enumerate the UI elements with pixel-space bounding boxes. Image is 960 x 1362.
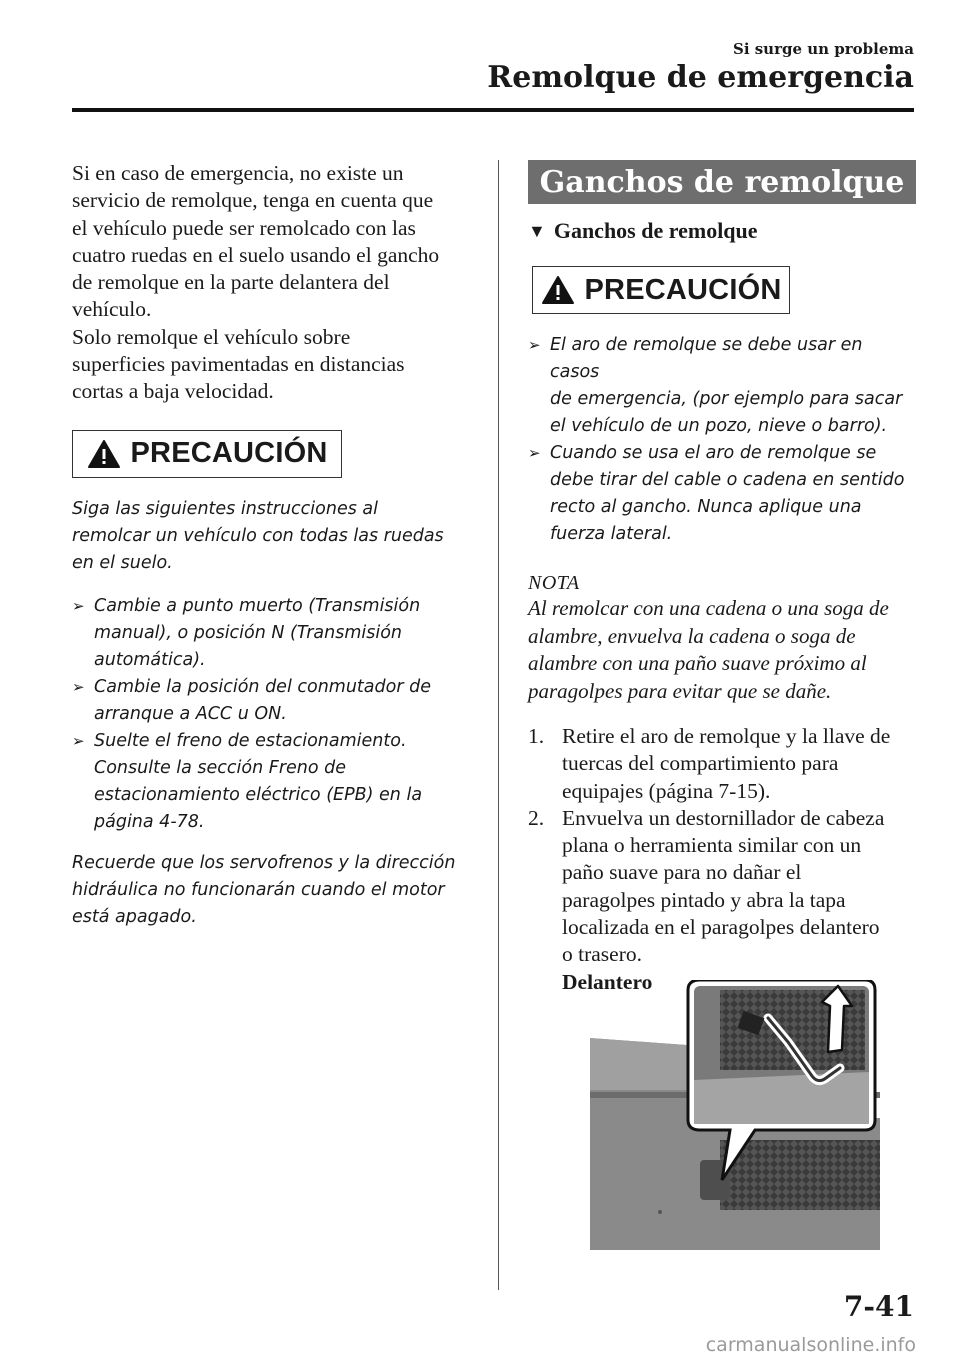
text-line: tuercas del compartimiento para xyxy=(562,751,839,776)
subsection-heading-text: Ganchos de remolque xyxy=(553,218,758,243)
text-line: en el suelo. xyxy=(72,552,173,573)
text-line: paragolpes pintado y abra la tapa xyxy=(562,887,846,912)
text-line: de remolque en la parte delantera del xyxy=(72,270,390,295)
text-line: recto al gancho. Nunca aplique una xyxy=(550,497,862,517)
arrow-bullet-icon: ➢ xyxy=(528,444,541,462)
text-line: Al remolcar con una cadena o una soga de xyxy=(528,596,889,620)
text-line: plana o herramienta similar con un xyxy=(562,833,862,858)
text-line: Siga las siguientes instrucciones al xyxy=(72,498,378,519)
text-line: Recuerde que los servofrenos y la dirección xyxy=(72,852,456,873)
header-rule xyxy=(72,108,914,112)
text-line: alambre, envuelva la cadena o soga de xyxy=(528,623,856,648)
text-line: el vehículo de un pozo, nieve o barro). xyxy=(550,416,888,436)
text-line: Envuelva un destornillador de cabeza xyxy=(562,805,885,830)
list-item xyxy=(528,332,916,440)
caution-label: PRECAUCIÓN xyxy=(130,437,328,470)
caution-label: PRECAUCIÓN xyxy=(584,273,782,306)
intro-paragraph xyxy=(72,160,472,406)
text-line: localizada en el paragolpes delantero xyxy=(562,915,880,940)
caution-bullet-list xyxy=(72,593,472,836)
section-banner: Ganchos de remolque xyxy=(528,160,916,204)
right-column xyxy=(528,160,916,996)
text-line: fuerza lateral. xyxy=(550,524,673,544)
page-title: Remolque de emergencia xyxy=(487,60,914,95)
text-line: estacionamiento eléctrico (EPB) en la xyxy=(94,784,423,805)
text-line: paragolpes para evitar que se dañe. xyxy=(528,678,832,703)
text-line: servicio de remolque, tenga en cuenta que xyxy=(72,188,434,213)
front-bumper-illustration xyxy=(590,980,880,1250)
text-line: Cambie la posición del conmutador de xyxy=(94,676,431,697)
list-item xyxy=(72,674,472,728)
note-label: NOTA xyxy=(528,572,580,594)
triangle-down-icon: ▼ xyxy=(528,220,546,241)
list-item xyxy=(528,723,916,805)
arrow-bullet-icon: ➢ xyxy=(72,596,85,615)
page-number: 7-41 xyxy=(843,1290,914,1323)
caution-intro xyxy=(72,496,472,577)
text-line: cuatro ruedas en el suelo usando el gancho xyxy=(72,242,440,267)
section-title: Si surge un problema xyxy=(732,40,914,58)
text-line: vehículo. xyxy=(72,297,152,322)
text-line: automática). xyxy=(94,649,206,670)
text-line: Suelte el freno de estacionamiento. xyxy=(94,730,407,751)
list-item xyxy=(72,593,472,674)
figure-label: Delantero xyxy=(562,969,653,994)
text-line: alambre con una paño suave próximo al xyxy=(528,651,867,675)
text-line: superficies pavimentadas en distancias xyxy=(72,352,405,377)
text-line: equipajes (página 7-15). xyxy=(562,778,771,803)
text-line: página 4-78. xyxy=(94,811,205,832)
text-line: está apagado. xyxy=(72,906,197,927)
text-line: Si en caso de emergencia, no existe un xyxy=(72,161,404,185)
text-line: manual), o posición N (Transmisión xyxy=(94,622,403,643)
text-line: Cambie a punto muerto (Transmisión xyxy=(94,595,421,616)
step-number: 2. xyxy=(528,805,545,830)
text-line: Retire el aro de remolque y la llave de xyxy=(562,724,891,748)
list-item xyxy=(528,805,916,996)
text-line: cortas a baja velocidad. xyxy=(72,379,274,404)
text-line: el vehículo puede ser remolcado con las xyxy=(72,215,416,240)
warning-triangle-icon xyxy=(87,439,121,469)
arrow-bullet-icon: ➢ xyxy=(72,677,85,696)
warning-triangle-icon xyxy=(541,275,575,305)
text-line: arranque a ACC u ON. xyxy=(94,703,287,724)
text-line: de emergencia, (por ejemplo para sacar xyxy=(550,389,903,409)
text-line: remolcar un vehículo con todas las ruedas xyxy=(72,525,444,546)
caution-closing xyxy=(72,850,472,931)
arrow-bullet-icon: ➢ xyxy=(528,336,541,354)
text-line: hidráulica no funcionarán cuando el motor xyxy=(72,879,445,900)
left-column xyxy=(72,160,472,931)
text-line: Solo remolque el vehículo sobre xyxy=(72,324,351,349)
column-divider xyxy=(498,160,499,1290)
step-number: 1. xyxy=(528,724,545,748)
list-item xyxy=(528,440,916,548)
text-line: o trasero. xyxy=(562,942,642,967)
subsection-heading xyxy=(528,218,916,244)
text-line: Consulte la sección Freno de xyxy=(94,757,347,778)
text-line: debe tirar del cable o cadena en sentido xyxy=(550,470,905,490)
watermark: carmanualsonline.info xyxy=(705,1334,916,1356)
text-line: El aro de remolque se debe usar en casos xyxy=(550,335,863,382)
arrow-bullet-icon: ➢ xyxy=(72,731,85,750)
caution-box xyxy=(72,430,342,478)
caution-box xyxy=(532,266,790,314)
note-block xyxy=(528,572,916,705)
steps-list xyxy=(528,723,916,996)
caution-bullet-list xyxy=(528,332,916,548)
text-line: Cuando se usa el aro de remolque se xyxy=(550,443,877,463)
list-item xyxy=(72,728,472,836)
text-line: paño suave para no dañar el xyxy=(562,860,802,885)
